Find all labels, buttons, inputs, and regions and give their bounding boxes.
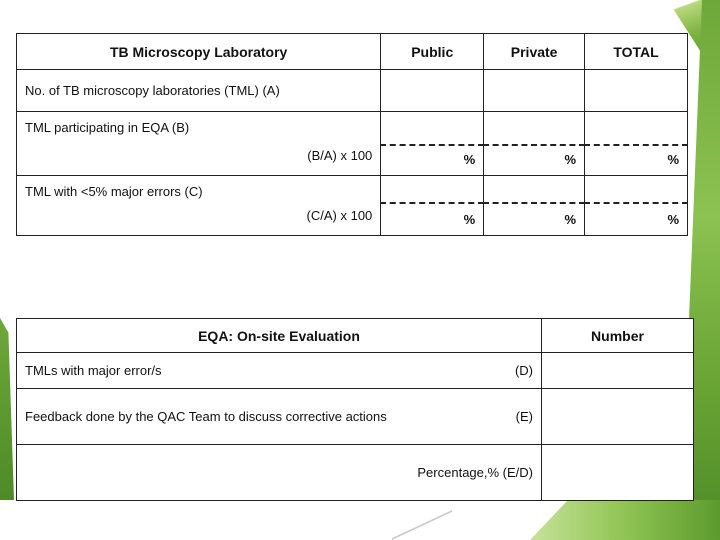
row-b-private-cell[interactable] xyxy=(484,112,585,176)
table-row-tml-eqa xyxy=(17,112,688,176)
table-header-row xyxy=(17,34,688,70)
percent-sign: % xyxy=(463,152,476,167)
row-a-total-cell[interactable] xyxy=(585,70,688,112)
row-c-formula: (C/A) x 100 xyxy=(306,208,373,223)
header-public: Public xyxy=(381,34,484,70)
table-header-row xyxy=(17,319,694,353)
row-c-total-cell[interactable] xyxy=(585,176,688,236)
header-tb-microscopy-laboratory: TB Microscopy Laboratory xyxy=(17,34,381,70)
table-row-feedback xyxy=(17,389,694,445)
header-eqa-onsite-evaluation: EQA: On-site Evaluation xyxy=(17,319,542,353)
eqa-onsite-table xyxy=(16,318,694,501)
row-c-public-cell[interactable] xyxy=(381,176,484,236)
percent-sign: % xyxy=(564,212,577,227)
percent-sign: % xyxy=(463,212,476,227)
dashed-divider xyxy=(483,202,585,204)
header-number: Number xyxy=(542,319,694,353)
row-b-label: TML participating in EQA (B) xyxy=(25,120,190,135)
row-e-code: (E) xyxy=(515,409,533,424)
percent-sign: % xyxy=(564,152,577,167)
row-percentage-label: Percentage,% (E/D) xyxy=(17,445,542,501)
header-private: Private xyxy=(484,34,585,70)
row-a-private-cell[interactable] xyxy=(484,70,585,112)
row-b-total-cell[interactable] xyxy=(585,112,688,176)
header-total: TOTAL xyxy=(585,34,688,70)
percent-sign: % xyxy=(667,212,679,227)
decorative-line xyxy=(392,510,452,540)
row-d-number-cell[interactable] xyxy=(542,353,694,389)
dashed-divider xyxy=(380,144,484,146)
decorative-green-shape-bottom xyxy=(530,500,720,540)
row-e-label-cell xyxy=(17,389,542,445)
row-e-label: Feedback done by the QAC Team to discuss corrective actions xyxy=(25,409,387,424)
dashed-divider xyxy=(483,144,585,146)
row-d-label-cell xyxy=(17,353,542,389)
row-percentage-number-cell[interactable] xyxy=(542,445,694,501)
tb-microscopy-table xyxy=(16,33,688,236)
dashed-divider xyxy=(584,144,688,146)
row-b-label-cell xyxy=(17,112,381,176)
row-c-private-cell[interactable] xyxy=(484,176,585,236)
row-d-code: (D) xyxy=(514,363,533,378)
row-a-public-cell[interactable] xyxy=(381,70,484,112)
table-row-percentage xyxy=(17,445,694,501)
table-row-tml-count xyxy=(17,70,688,112)
row-b-public-cell[interactable] xyxy=(381,112,484,176)
row-c-label: TML with <5% major errors (C) xyxy=(25,184,203,199)
row-a-label: No. of TB microscopy laboratories (TML) (A) xyxy=(17,70,381,112)
row-d-label: TMLs with major error/s xyxy=(25,363,162,378)
row-c-label-cell xyxy=(17,176,381,236)
row-e-number-cell[interactable] xyxy=(542,389,694,445)
table-row-major-errors xyxy=(17,353,694,389)
table-row-tml-major-errors xyxy=(17,176,688,236)
dashed-divider xyxy=(584,202,688,204)
percent-sign: % xyxy=(667,152,679,167)
decorative-green-shape-left xyxy=(0,318,14,500)
row-b-formula: (B/A) x 100 xyxy=(307,148,373,163)
dashed-divider xyxy=(380,202,484,204)
